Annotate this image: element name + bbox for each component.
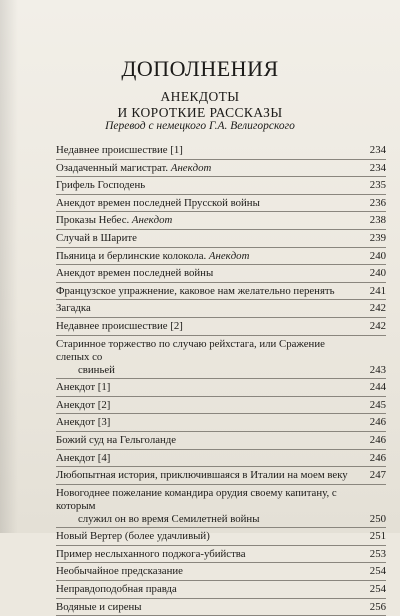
toc-entry-title — [56, 381, 356, 394]
toc-entry-page-number: 242 — [369, 319, 386, 332]
toc-entry-title — [56, 267, 356, 280]
toc-entry-title — [56, 416, 356, 429]
toc-entry-page-number: 246 — [369, 416, 386, 429]
toc-entry-page-number: 240 — [369, 249, 386, 262]
toc-entry-title-text: Неправдоподобная правда — [56, 583, 177, 596]
toc-entry-page-number: 246 — [369, 433, 386, 446]
toc-entry-title — [56, 214, 356, 227]
toc-entry-genre-tag: Анекдот — [208, 249, 250, 262]
toc-entry-page-number: 254 — [369, 583, 386, 596]
toc-entry-page-number: 244 — [369, 381, 386, 394]
toc-entry-title-text: Проказы Небес. — [56, 214, 132, 227]
toc-entry — [56, 336, 386, 380]
toc-entry — [56, 318, 386, 336]
toc-entry-title-text: Анекдот [3] — [56, 416, 111, 429]
toc-entry-title-text: Любопытная история, приключившаяся в Италии на моем веку — [56, 469, 348, 482]
toc-entry-title-text: Анекдот [2] — [56, 398, 111, 411]
toc-entry — [56, 432, 386, 450]
toc-entry-page-number: 242 — [369, 302, 386, 315]
toc-entry — [56, 450, 386, 468]
toc-entry-page-number: 241 — [369, 284, 386, 297]
toc-entry-genre-tag: Анекдот — [170, 161, 212, 174]
subtitle-line-1: АНЕКДОТЫ — [160, 89, 240, 104]
toc-entry-page-number: 251 — [369, 530, 386, 543]
toc-entry — [56, 160, 386, 178]
toc-entry-page-number: 234 — [369, 144, 386, 156]
toc-entry-genre-tag: Анекдот — [131, 214, 173, 227]
toc-entry — [56, 248, 386, 266]
toc-entry-page-number: 253 — [369, 547, 386, 560]
toc-entry-title-text: Водяные и сирены — [56, 600, 142, 613]
toc-entry-title — [56, 179, 356, 192]
toc-entry-title-text: Озадаченный магистрат. — [56, 161, 171, 174]
toc-entry — [56, 414, 386, 432]
toc-entry — [56, 397, 386, 415]
toc-entry-title-text: Новый Вертер (более удачливый) — [56, 530, 210, 543]
toc-entry-title-text: Анекдот времен последней войны — [56, 267, 214, 280]
toc-entry-title — [56, 285, 356, 298]
toc-entry — [56, 379, 386, 397]
toc-entry — [56, 142, 386, 160]
toc-entry-page-number: 239 — [369, 231, 386, 244]
toc-entry — [56, 230, 386, 248]
subtitle-line-2: И КОРОТКИЕ РАССКАЗЫ — [117, 105, 283, 120]
toc-entry-title — [56, 197, 356, 210]
toc-entry — [56, 265, 386, 283]
toc-entry-title-text: Анекдот времен последней Прусской войны — [56, 196, 260, 209]
toc-entry — [56, 212, 386, 230]
toc-entry-page-number: 245 — [369, 398, 386, 411]
toc-entry — [56, 467, 386, 485]
toc-entry-title-continuation: свиньей — [78, 363, 115, 376]
toc-entry-title — [56, 250, 356, 263]
toc-entry — [56, 195, 386, 213]
toc-entry-page-number: 254 — [369, 565, 386, 578]
toc-entry — [56, 177, 386, 195]
toc-entry-title-continuation: служил он во время Семилетней войны — [78, 512, 260, 525]
toc-entry-title-text: Случай в Шарите — [56, 231, 137, 244]
toc-entry-title — [56, 452, 356, 465]
toc-entry-title-text: Необычайное предсказание — [56, 565, 183, 578]
toc-entry-page-number: 234 — [369, 161, 386, 174]
toc-entry-title — [56, 565, 356, 578]
toc-entry — [56, 599, 386, 616]
toc-entry-title — [56, 469, 356, 482]
toc-entry-title-text: Недавнее происшествие [1] — [56, 144, 183, 156]
toc-entry-page-number: 240 — [369, 267, 386, 280]
toc-entry-title — [56, 399, 356, 412]
toc-entry-page-number: 256 — [369, 600, 386, 613]
toc-entry-title-text: Недавнее происшествие [2] — [56, 319, 183, 332]
toc-entry-title — [56, 487, 356, 526]
toc-entry-title-text: Французское упражнение, каковое нам желательно перенять — [56, 284, 335, 297]
toc-entry-title — [56, 434, 356, 447]
toc-entry-title — [56, 583, 356, 596]
toc-entry-title-text: Грифель Господень — [56, 179, 146, 192]
toc-entry-title-text: Загадка — [56, 302, 91, 315]
toc-entry-title — [56, 601, 356, 614]
toc-entry — [56, 283, 386, 301]
toc-entry — [56, 485, 386, 529]
toc-entry-page-number: 235 — [369, 179, 386, 192]
toc-entry — [56, 563, 386, 581]
toc-entry-title — [56, 338, 356, 377]
toc-entry-title-text: Пьяница и берлинские колокола. — [56, 249, 209, 262]
toc-entry-page-number: 243 — [369, 363, 386, 376]
toc-entry-page-number: 236 — [369, 196, 386, 209]
toc-entry-title-text: Анекдот [1] — [56, 381, 111, 394]
toc-entry — [56, 300, 386, 318]
toc-entry-title-text: Старинное торжество по случаю рейхстага, или Сражение слепых со — [56, 337, 325, 363]
toc-entry-title — [56, 320, 356, 333]
toc-entry — [56, 528, 386, 546]
toc-entry-page-number: 250 — [369, 512, 386, 525]
section-title: ДОПОЛНЕНИЯ — [121, 56, 279, 81]
toc-entry-title — [56, 144, 356, 157]
toc-entry-title — [56, 302, 356, 315]
toc-entry-title-text: Анекдот [4] — [56, 451, 111, 464]
toc-entry-title-text: Божий суд на Гельголанде — [56, 433, 177, 446]
toc-entry-page-number: 247 — [369, 469, 386, 482]
translator-credit: Перевод с немецкого Г.А. Велигорского — [105, 120, 295, 132]
toc-entry — [56, 546, 386, 564]
toc-entry-title-text: Новогоднее пожелание командира орудия своему капитану, с которым — [56, 486, 337, 512]
toc-entry-title-text: Пример неслыханного поджога-убийства — [56, 547, 246, 560]
toc-entry-title — [56, 162, 356, 175]
toc-entry-page-number: 246 — [369, 451, 386, 464]
toc-entry-title — [56, 530, 356, 543]
toc-entry — [56, 581, 386, 599]
toc-entry-title — [56, 232, 356, 245]
toc-entry-title — [56, 548, 356, 561]
toc-entry-page-number: 238 — [369, 214, 386, 227]
table-of-contents — [56, 142, 386, 616]
